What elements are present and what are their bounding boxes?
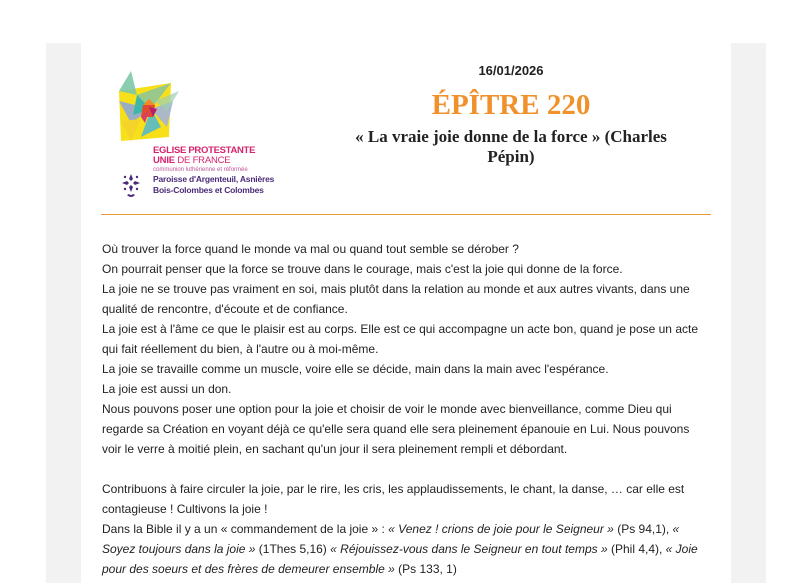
church-logo: [111, 71, 281, 195]
right-gutter: [731, 43, 766, 583]
paragraph: La joie se travaille comme un muscle, voire elle se décide, main dans la main avec l'espérance.: [102, 362, 609, 376]
paragraph: On pourrait penser que la force se trouve dans le courage, mais c'est la joie qui donne de la force.: [102, 262, 623, 276]
huguenot-cross-icon: [121, 173, 141, 199]
bible-quotes-paragraph: [102, 519, 712, 579]
bible-reference: (Phil 4,4),: [607, 542, 666, 556]
left-gutter: [46, 43, 81, 583]
bible-quote: « Réjouissez-vous dans le Seigneur en tout temps »: [330, 542, 608, 556]
page-subtitle: « La vraie joie donne de la force » (Charles Pépin): [355, 127, 667, 166]
logo-line-2-bold: UNIE: [153, 155, 175, 166]
spacer: [102, 459, 712, 479]
header-divider: [101, 214, 711, 215]
logo-tagline: communion luthérienne et réformée: [153, 167, 248, 173]
logo-line-2: [153, 155, 230, 166]
logo-parish-line-2: Bois-Colombes et Colombes: [153, 185, 264, 195]
paragraph: Nous pouvons poser une option pour la joie et choisir de voir le monde avec bienveillance, comme Dieu qui regarde sa Création en voyant déjà ce qu'elle sera quand elle sera pleinement épanouie en Lui. Nous pouvons voir le verre à moitié plein, en sachant qu'un jour il sera pleinement rempli et débordant.: [102, 402, 690, 456]
article-body: [102, 239, 712, 579]
logo-line-2-rest: DE FRANCE: [174, 155, 231, 166]
bible-reference: (Ps 133, 1): [394, 562, 457, 576]
bible-reference: (Ps 94,1),: [613, 522, 673, 536]
logo-parish-line-1: Paroisse d'Argenteuil, Asnières: [153, 174, 275, 184]
bible-reference: (1Thes 5,16): [255, 542, 331, 556]
logo-line-1: EGLISE PROTESTANTE: [153, 145, 256, 156]
bible-quote: « Venez ! crions de joie pour le Seigneur »: [388, 522, 614, 536]
paragraph: Où trouver la force quand le monde va mal ou quand tout semble se dérober ?: [102, 242, 519, 256]
bible-quote: « Soyez toujours dans la joie »: [102, 522, 680, 556]
paragraph: La joie est à l'âme ce que le plaisir est au corps. Elle est ce qui accompagne un acte bon, quand je pose un acte qui fait réellement du bien, à l'autre ou à moi-même.: [102, 322, 698, 356]
page-title: ÉPÎTRE 220: [431, 89, 591, 121]
bible-quote: « Joie pour des soeurs et des frères de demeurer ensemble »: [102, 542, 698, 576]
quote-intro: Dans la Bible il y a un « commandement de la joie » :: [102, 522, 389, 536]
paragraph: La joie est aussi un don.: [102, 382, 232, 396]
paragraph: La joie ne se trouve pas vraiment en soi, mais plutôt dans la relation au monde et aux autres vivants, dans une qualité de rencontre, d'écoute et de confiance.: [102, 282, 690, 316]
issue-date: 16/01/2026: [478, 63, 544, 78]
paragraph: Contribuons à faire circuler la joie, par le rire, les cris, les applaudissements, le chant, la danse, … car elle est contagieuse ! Cultivons la joie !: [102, 482, 685, 516]
header-titles: [311, 63, 711, 167]
star-logo-icon: [111, 71, 181, 146]
